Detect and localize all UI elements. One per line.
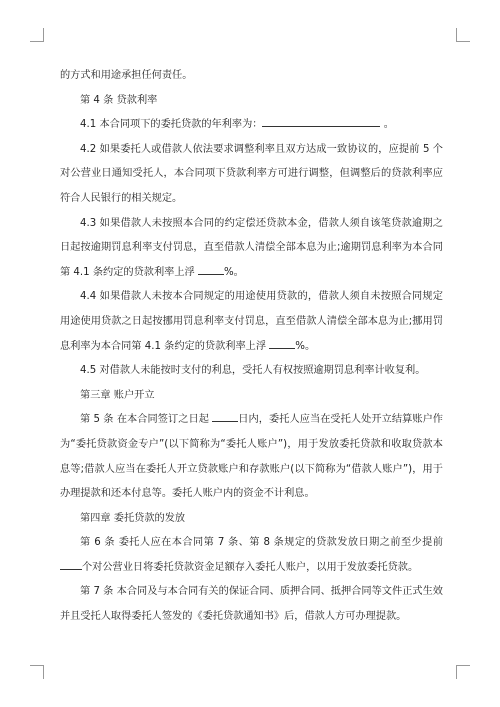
chapter-heading: 第三章 账户开立 [80, 389, 155, 401]
blank-interest-rate [262, 125, 380, 127]
document-body [60, 64, 443, 630]
paragraph: 的方式和用途承担任何责任。 [60, 70, 193, 81]
clause-4-4: 4.4 如果借款人未按本合同规定的用途使用贷款的，借款人须自未按照合同规定用途使用贷款之日起按挪用罚息利率支付罚息，直至借款人清偿全部本息为止;挪用罚息利率为本合同第 4.1 条约定的贷款利率上浮 %。 [60, 291, 443, 352]
crop-mark-top-right [456, 28, 470, 42]
blank-business-days [60, 568, 82, 570]
blank-overdue-rate [198, 273, 224, 275]
clause-4-3: 4.3 如果借款人未按照本合同的约定偿还贷款本金，借款人须自该笔贷款逾期之日起按逾期罚息利率支付罚息，直至借款人清偿全部本息为止;逾期罚息利率为本合同第 4.1 条约定的贷款利率上浮 %。 [60, 217, 443, 278]
chapter-heading: 第四章 委托贷款的发放 [80, 512, 186, 524]
clause-4-5: 4.5 对借款人未能按时支付的利息，受托人有权按照逾期罚息利率计收复利。 [80, 365, 426, 377]
blank-misuse-rate [269, 347, 295, 349]
crop-mark-top-left [30, 28, 44, 42]
crop-mark-bottom-left [30, 665, 44, 679]
article-5: 第 5 条 在本合同签订之日起 日内，委托人应当在受托人处开立结算账户作为“委托贷款资金专户”(以下简称为“委托人账户”)，用于发放委托贷款和收取贷款本息等;借款人应当在委托人开立贷款账户和存款账户(以下简称为“借款人账户”)，用于办理提款和还本付息等。委托人账户内的资金不计利息。 [60, 414, 443, 500]
article-7: 第 7 条 本合同及与本合同有关的保证合同、质押合同、抵押合同等文件正式生效并且受托人取得委托人签发的《委托贷款通知书》后，借款人方可办理提款。 [60, 586, 443, 623]
article-heading: 第 4 条 贷款利率 [80, 94, 158, 106]
blank-days [212, 420, 238, 422]
clause-4-1: 4.1 本合同项下的委托贷款的年利率为： 。 [80, 119, 394, 131]
article-6: 第 6 条 委托人应在本合同第 7 条、第 8 条规定的贷款发放日期之前至少提前 个对公营业日将委托贷款资金足额存入委托人账户，以用于发放委托贷款。 [60, 531, 443, 580]
crop-mark-bottom-right [456, 665, 470, 679]
clause-4-2: 4.2 如果委托人或借款人依法要求调整利率且双方达成一致协议的，应提前 5 个对公营业日通知受托人，本合同项下贷款利率方可进行调整，但调整后的贷款利率应符合人民银行的相关规定。 [60, 143, 443, 204]
